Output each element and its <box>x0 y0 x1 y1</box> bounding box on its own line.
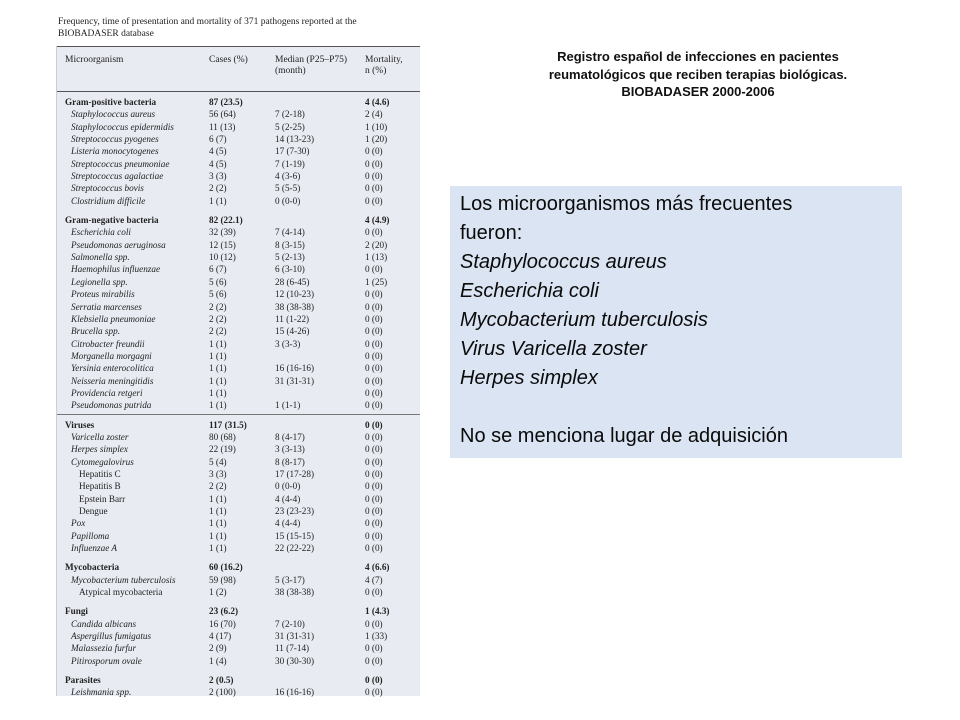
cell-cases: 3 (3) <box>209 468 227 479</box>
cell-cases: 2 (2) <box>209 326 227 337</box>
cell-cases: 2 (2) <box>209 481 227 492</box>
cell-cases: 3 (3) <box>209 171 227 182</box>
cell-mortality: 0 (0) <box>365 456 383 467</box>
cell-mortality: 0 (0) <box>365 587 383 598</box>
cell-organism: Streptococcus bovis <box>71 183 144 194</box>
cell-cases: 56 (64) <box>209 109 236 120</box>
group-row <box>57 674 420 686</box>
cell-organism: Fungi <box>65 606 88 617</box>
table-title <box>56 16 420 40</box>
table-row <box>57 301 420 313</box>
cell-mortality: 4 (4.6) <box>365 97 390 107</box>
cell-median: 11 (7-14) <box>275 643 310 654</box>
group-row <box>57 96 420 108</box>
cell-mortality: 1 (33) <box>365 631 388 642</box>
cell-cases: 117 (31.5) <box>209 419 247 430</box>
table-row <box>57 387 420 399</box>
cell-cases: 80 (68) <box>209 431 236 442</box>
cell-median: 30 (30-30) <box>275 655 315 666</box>
cell-mortality: 0 (0) <box>365 227 383 238</box>
table-row <box>57 313 420 325</box>
cell-cases: 5 (6) <box>209 276 227 287</box>
cell-mortality: 0 (0) <box>365 687 383 698</box>
table-row <box>57 468 420 480</box>
row-spacer <box>57 554 420 561</box>
table-row <box>57 121 420 133</box>
notes-line: Virus Varicella zoster <box>460 338 647 360</box>
cell-cases: 60 (16.2) <box>209 562 243 573</box>
table-row <box>57 170 420 182</box>
cell-cases: 4 (5) <box>209 158 227 169</box>
cell-median: 14 (13-23) <box>275 134 315 145</box>
cell-median: 31 (31-31) <box>275 375 315 386</box>
cell-organism: Serratia marcenses <box>71 301 142 312</box>
group-row <box>57 214 420 226</box>
cell-organism: Streptococcus pyogenes <box>71 134 159 145</box>
cell-organism: Candida albicans <box>71 618 137 629</box>
cell-median: 7 (2-10) <box>275 618 305 629</box>
cell-mortality: 4 (6.6) <box>365 562 390 573</box>
cell-cases: 5 (4) <box>209 456 227 467</box>
cell-mortality: 0 (0) <box>365 431 383 442</box>
cell-organism: Legionella spp. <box>71 276 128 287</box>
cell-organism: Cytomegalovirus <box>71 456 134 467</box>
cell-organism: Neisseria meningitidis <box>71 375 154 386</box>
notes-line: Escherichia coli <box>460 280 599 302</box>
table-row <box>57 530 420 542</box>
cell-median: 4 (3-6) <box>275 171 301 182</box>
cell-mortality: 1 (4.3) <box>365 606 390 617</box>
cell-organism: Streptococcus pneumoniae <box>71 158 170 169</box>
header-median <box>275 55 347 77</box>
cell-organism: Clostridium difficile <box>71 195 146 206</box>
table-row <box>57 517 420 529</box>
cell-cases: 1 (1) <box>209 363 227 374</box>
cell-organism: Dengue <box>79 506 108 516</box>
table-row <box>57 251 420 263</box>
cell-median: 23 (23-23) <box>275 506 315 516</box>
cell-mortality: 0 (0) <box>365 264 383 275</box>
cell-organism: Atypical mycobacteria <box>79 587 163 598</box>
table-row <box>57 133 420 145</box>
cell-cases: 2 (2) <box>209 313 227 324</box>
cell-median: 7 (4-14) <box>275 227 305 238</box>
cell-median: 0 (0-0) <box>275 481 301 492</box>
table-title-line-2: BIOBADASER database <box>58 29 154 39</box>
cell-cases: 2 (9) <box>209 643 227 654</box>
table-frame <box>56 46 420 696</box>
table-row <box>57 276 420 288</box>
cell-organism: Gram-negative bacteria <box>65 215 159 226</box>
cell-median: 1 (1-1) <box>275 400 301 411</box>
notes-line: No se menciona lugar de adquisición <box>460 425 788 447</box>
cell-organism: Pseudomonas putrida <box>71 400 152 411</box>
cell-mortality: 0 (0) <box>365 493 383 504</box>
cell-mortality: 4 (4.9) <box>365 215 390 226</box>
cell-median: 8 (8-17) <box>275 456 305 467</box>
cell-mortality: 1 (20) <box>365 134 388 145</box>
cell-mortality: 2 (20) <box>365 239 388 250</box>
cell-median: 5 (2-13) <box>275 252 305 263</box>
cell-median: 5 (3-17) <box>275 574 305 585</box>
row-spacer <box>57 667 420 674</box>
cell-mortality: 2 (4) <box>365 109 383 120</box>
cell-cases: 1 (1) <box>209 338 227 349</box>
table-row <box>57 542 420 554</box>
cell-cases: 1 (2) <box>209 587 227 598</box>
table-title-line-1: Frequency, time of presentation and mortality of 371 pathogens reported at the <box>58 17 357 27</box>
cell-organism: Listeria monocytogenes <box>71 146 159 157</box>
cell-organism: Mycobacterium tuberculosis <box>71 574 176 585</box>
cell-cases: 59 (98) <box>209 574 236 585</box>
cell-organism: Influenzae A <box>71 543 118 554</box>
cell-organism: Epstein Barr <box>79 493 126 504</box>
cell-median: 12 (10-23) <box>275 289 315 300</box>
cell-cases: 1 (1) <box>209 518 227 529</box>
table-row <box>57 145 420 157</box>
table-row <box>57 182 420 194</box>
cell-cases: 87 (23.5) <box>209 97 243 107</box>
cell-cases: 32 (39) <box>209 227 236 238</box>
table-row <box>57 325 420 337</box>
cell-median: 3 (3-13) <box>275 444 305 455</box>
cell-cases: 2 (0.5) <box>209 675 234 686</box>
cell-median: 0 (0-0) <box>275 195 301 206</box>
cell-mortality: 4 (7) <box>365 574 383 585</box>
table-header <box>57 46 420 92</box>
table-row <box>57 375 420 387</box>
table-row <box>57 686 420 698</box>
cell-cases: 6 (7) <box>209 264 227 275</box>
table-row <box>57 574 420 586</box>
group-row <box>57 605 420 617</box>
cell-cases: 5 (6) <box>209 289 227 300</box>
table-row <box>57 618 420 630</box>
cell-median: 38 (38-38) <box>275 301 315 312</box>
cell-median: 7 (1-19) <box>275 158 305 169</box>
cell-mortality: 0 (0) <box>365 183 383 194</box>
cell-organism: Proteus mirabilis <box>71 289 135 300</box>
slide-heading <box>478 48 918 101</box>
cell-organism: Brucella spp. <box>71 326 120 337</box>
cell-mortality: 0 (0) <box>365 171 383 182</box>
cell-mortality: 1 (13) <box>365 252 388 263</box>
cell-organism: Aspergillus fumigatus <box>71 631 152 642</box>
table-row <box>57 480 420 492</box>
cell-mortality: 0 (0) <box>365 338 383 349</box>
cell-mortality: 0 (0) <box>365 675 383 686</box>
cell-median: 16 (16-16) <box>275 363 315 374</box>
cell-cases: 1 (1) <box>209 543 227 554</box>
table-row <box>57 399 420 411</box>
cell-organism: Pseudomonas aeruginosa <box>71 239 166 250</box>
cell-organism: Klebsiella pneumoniae <box>71 313 156 324</box>
group-row <box>57 419 420 431</box>
notes-line: Herpes simplex <box>460 367 598 389</box>
table-row <box>57 630 420 642</box>
cell-organism: Viruses <box>65 419 95 430</box>
heading-line-2: reumatológicos que reciben terapias biológicas. <box>548 66 848 82</box>
cell-mortality: 0 (0) <box>365 350 383 361</box>
heading-line-1: Registro español de infecciones en pacientes <box>557 49 839 64</box>
table-row <box>57 586 420 598</box>
cell-cases: 1 (1) <box>209 530 227 541</box>
cell-cases: 2 (100) <box>209 687 236 698</box>
cell-mortality: 0 (0) <box>365 146 383 157</box>
cell-organism: Citrobacter freundii <box>71 338 145 349</box>
cell-cases: 2 (2) <box>209 301 227 312</box>
cell-cases: 1 (1) <box>209 375 227 386</box>
pathogen-table-figure <box>56 16 420 698</box>
cell-median: 5 (5-5) <box>275 183 301 194</box>
cell-median: 7 (2-18) <box>275 109 305 120</box>
cell-mortality: 0 (0) <box>365 326 383 337</box>
cell-cases: 10 (12) <box>209 252 236 263</box>
cell-organism: Gram-positive bacteria <box>65 97 157 107</box>
table-row <box>57 263 420 275</box>
cell-mortality: 0 (0) <box>365 375 383 386</box>
cell-mortality: 0 (0) <box>365 468 383 479</box>
cell-cases: 1 (1) <box>209 195 227 206</box>
cell-cases: 1 (1) <box>209 493 227 504</box>
cell-cases: 82 (22.1) <box>209 215 243 226</box>
cell-cases: 4 (5) <box>209 146 227 157</box>
cell-organism: Yersinia enterocolitica <box>71 363 154 374</box>
table-row <box>57 505 420 517</box>
table-row <box>57 195 420 207</box>
cell-organism: Hepatitis C <box>79 468 121 479</box>
header-median-line-2: (month) <box>275 66 306 76</box>
cell-mortality: 0 (0) <box>365 444 383 455</box>
cell-median: 4 (4-4) <box>275 518 301 529</box>
cell-mortality: 0 (0) <box>365 643 383 654</box>
header-mortality-line-2: n (%) <box>365 66 387 76</box>
cell-median: 38 (38-38) <box>275 587 315 598</box>
table-row <box>57 655 420 667</box>
cell-median: 28 (6-45) <box>275 276 310 287</box>
row-divider <box>57 414 420 415</box>
notes-line: Mycobacterium tuberculosis <box>460 309 708 331</box>
table-row <box>57 108 420 120</box>
table-row <box>57 239 420 251</box>
row-spacer <box>57 598 420 605</box>
cell-cases: 22 (19) <box>209 444 236 455</box>
cell-cases: 23 (6.2) <box>209 606 239 617</box>
cell-mortality: 0 (0) <box>365 363 383 374</box>
cell-organism: Papilloma <box>71 530 110 541</box>
cell-organism: Parasites <box>65 675 101 686</box>
header-mortality <box>365 55 403 77</box>
cell-mortality: 0 (0) <box>365 195 383 206</box>
cell-mortality: 0 (0) <box>365 506 383 516</box>
heading-line-3: BIOBADASER 2000-2006 <box>621 84 775 99</box>
cell-organism: Salmonella spp. <box>71 252 130 263</box>
summary-notes-box <box>450 186 902 458</box>
header-organism: Microorganism <box>65 55 124 65</box>
cell-mortality: 0 (0) <box>365 481 383 492</box>
cell-median: 22 (22-22) <box>275 543 315 554</box>
cell-organism: Staphylococcus epidermidis <box>71 121 174 132</box>
table-row <box>57 338 420 350</box>
cell-organism: Morganella morgagni <box>71 350 152 361</box>
cell-mortality: 0 (0) <box>365 400 383 411</box>
cell-organism: Pitirosporum ovale <box>71 655 142 666</box>
cell-mortality: 1 (10) <box>365 121 388 132</box>
notes-line: Los microorganismos más frecuentes <box>460 193 793 215</box>
cell-cases: 4 (17) <box>209 631 232 642</box>
cell-cases: 1 (1) <box>209 506 227 516</box>
cell-organism: Varicella zoster <box>71 431 129 442</box>
table-row <box>57 443 420 455</box>
cell-organism: Staphylococcus aureus <box>71 109 156 120</box>
cell-organism: Mycobacteria <box>65 562 120 573</box>
cell-organism: Pox <box>71 518 86 529</box>
cell-mortality: 0 (0) <box>365 655 383 666</box>
cell-mortality: 0 (0) <box>365 158 383 169</box>
cell-mortality: 0 (0) <box>365 301 383 312</box>
cell-median: 11 (1-22) <box>275 313 310 324</box>
cell-organism: Leishmania spp. <box>71 687 132 698</box>
table-row <box>57 431 420 443</box>
notes-line: fueron: <box>460 222 523 244</box>
cell-cases: 1 (1) <box>209 400 227 411</box>
table-row <box>57 362 420 374</box>
cell-organism: Escherichia coli <box>71 227 131 238</box>
cell-cases: 11 (13) <box>209 121 236 132</box>
cell-mortality: 0 (0) <box>365 618 383 629</box>
cell-mortality: 0 (0) <box>365 530 383 541</box>
cell-cases: 12 (15) <box>209 239 236 250</box>
cell-median: 6 (3-10) <box>275 264 305 275</box>
table-row <box>57 456 420 468</box>
cell-organism: Malassezia furfur <box>71 643 137 654</box>
cell-median: 3 (3-3) <box>275 338 301 349</box>
cell-median: 8 (4-17) <box>275 431 305 442</box>
cell-median: 16 (16-16) <box>275 687 315 698</box>
cell-mortality: 0 (0) <box>365 387 383 398</box>
cell-organism: Streptococcus agalactiae <box>71 171 164 182</box>
cell-cases: 1 (1) <box>209 350 227 361</box>
cell-cases: 16 (70) <box>209 618 236 629</box>
cell-mortality: 0 (0) <box>365 419 383 430</box>
cell-mortality: 0 (0) <box>365 313 383 324</box>
table-body <box>57 96 420 698</box>
cell-cases: 6 (7) <box>209 134 227 145</box>
cell-median: 8 (3-15) <box>275 239 305 250</box>
header-mortality-line-1: Mortality, <box>365 55 403 65</box>
row-spacer <box>57 207 420 214</box>
header-cases: Cases (%) <box>209 55 248 65</box>
table-row <box>57 642 420 654</box>
table-row <box>57 226 420 238</box>
cell-cases: 1 (1) <box>209 387 227 398</box>
group-row <box>57 561 420 573</box>
cell-cases: 2 (2) <box>209 183 227 194</box>
notes-line: Staphylococcus aureus <box>460 251 667 273</box>
table-row <box>57 158 420 170</box>
cell-mortality: 0 (0) <box>365 518 383 529</box>
cell-median: 5 (2-25) <box>275 121 305 132</box>
cell-mortality: 0 (0) <box>365 543 383 554</box>
header-median-line-1: Median (P25–P75) <box>275 55 348 65</box>
cell-organism: Haemophilus influenzae <box>71 264 161 275</box>
cell-median: 17 (17-28) <box>275 468 315 479</box>
cell-median: 15 (4-26) <box>275 326 310 337</box>
cell-mortality: 1 (25) <box>365 276 388 287</box>
cell-median: 4 (4-4) <box>275 493 301 504</box>
cell-median: 17 (7-30) <box>275 146 310 157</box>
cell-cases: 1 (4) <box>209 655 227 666</box>
cell-median: 31 (31-31) <box>275 631 315 642</box>
cell-organism: Providencia retgeri <box>71 387 143 398</box>
table-row <box>57 350 420 362</box>
cell-organism: Herpes simplex <box>71 444 128 455</box>
cell-organism: Hepatitis B <box>79 481 121 492</box>
cell-mortality: 0 (0) <box>365 289 383 300</box>
cell-median: 15 (15-15) <box>275 530 315 541</box>
table-row <box>57 288 420 300</box>
table-row <box>57 493 420 505</box>
